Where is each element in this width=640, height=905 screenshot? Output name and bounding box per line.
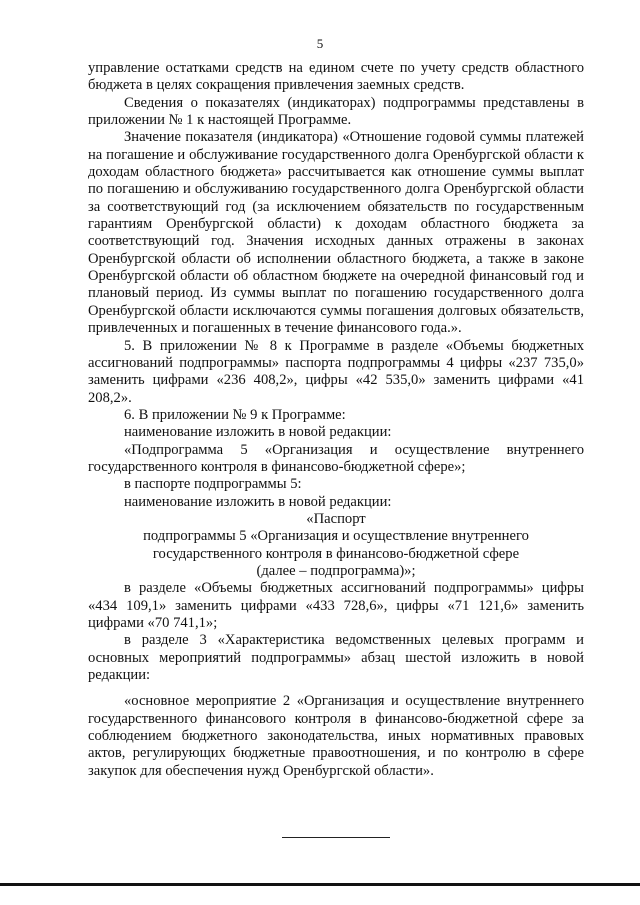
footer-divider: [282, 837, 390, 838]
paragraph-main-activity-2: «основное мероприятие 2 «Организация и осуществление внутреннего государственного финансового контроля в финансово-бюджетной сфере за соблюдением бюджетного законодательства, иных нормативных правовых актов, регулирующих бюджетные правоотношения, и по контролю в сфере закупок для обеспечения нужд Оренбургской области».: [88, 693, 584, 779]
paragraph-indicators-info: Сведения о показателях (индикаторах) подпрограммы представлены в приложении № 1 к настоящей Программе.: [88, 94, 584, 129]
paragraph-item-5: 5. В приложении № 8 к Программе в разделе «Объемы бюджетных ассигнований подпрограммы» паспорта подпрограммы 4 цифры «237 735,0» заменить цифрами «236 408,2», цифры «42 535,0» заменить цифрами «41 208,2».: [88, 337, 584, 406]
document-body: [88, 60, 584, 780]
paragraph-continuation: управление остатками средств на едином счете по учету средств областного бюджета в целях сокращения привлечения заемных средств.: [88, 60, 584, 94]
paragraph-budget-figures: в разделе «Объемы бюджетных ассигнований подпрограммы» цифры «434 109,1» заменить цифрами «433 728,6», цифры «71 121,6» заменить цифрами «70 741,1»;: [88, 580, 584, 631]
passport-heading: «Паспорт: [306, 510, 366, 527]
passport-note: (далее – подпрограмма)»;: [256, 562, 416, 579]
paragraph-passport-intro: в паспорте подпрограммы 5:: [124, 476, 302, 493]
paragraph-section-3: в разделе 3 «Характеристика ведомственных целевых программ и основных мероприятий подпрограммы» абзац шестой изложить в новой редакции:: [88, 632, 584, 684]
paragraph-subprogram-5-title: «Подпрограмма 5 «Организация и осуществление внутреннего государственного контроля в финансово-бюджетной сфере»;: [88, 441, 584, 475]
paragraph-name-new-edition: наименование изложить в новой редакции:: [124, 424, 392, 441]
paragraph-item-6: 6. В приложении № 9 к Программе:: [124, 406, 346, 423]
page-number: 5: [316, 36, 324, 51]
passport-subtitle: подпрограммы 5 «Организация и осуществление внутреннего государственного контроля в финансово-бюджетной сфере: [143, 528, 529, 562]
bottom-scan-border: [0, 883, 640, 886]
paragraph-indicator-definition: Значение показателя (индикатора) «Отношение годовой суммы платежей на погашение и обслуживание государственного долга Оренбургской области к доходам областного бюджета» рассчитывается как отношение суммы выплат по погашению и обслуживанию государственного долга Оренбургской области за соответствующий год (за исключением обязательств по государственным гарантиям Оренбургской области) к доходам областного бюджета за соответствующий год. Значения исходных данных отражены в законах Оренбургской области об исполнении областного бюджета, а также в законе Оренбургской области об областном бюджете на очередной финансовый год и плановый период. Из суммы выплат по погашению государственного долга Оренбургской области исключаются суммы погашения долговых обязательств, привлеченных и погашенных в течение финансового года.».: [88, 129, 584, 337]
paragraph-name-new-edition-2: наименование изложить в новой редакции:: [124, 493, 392, 510]
